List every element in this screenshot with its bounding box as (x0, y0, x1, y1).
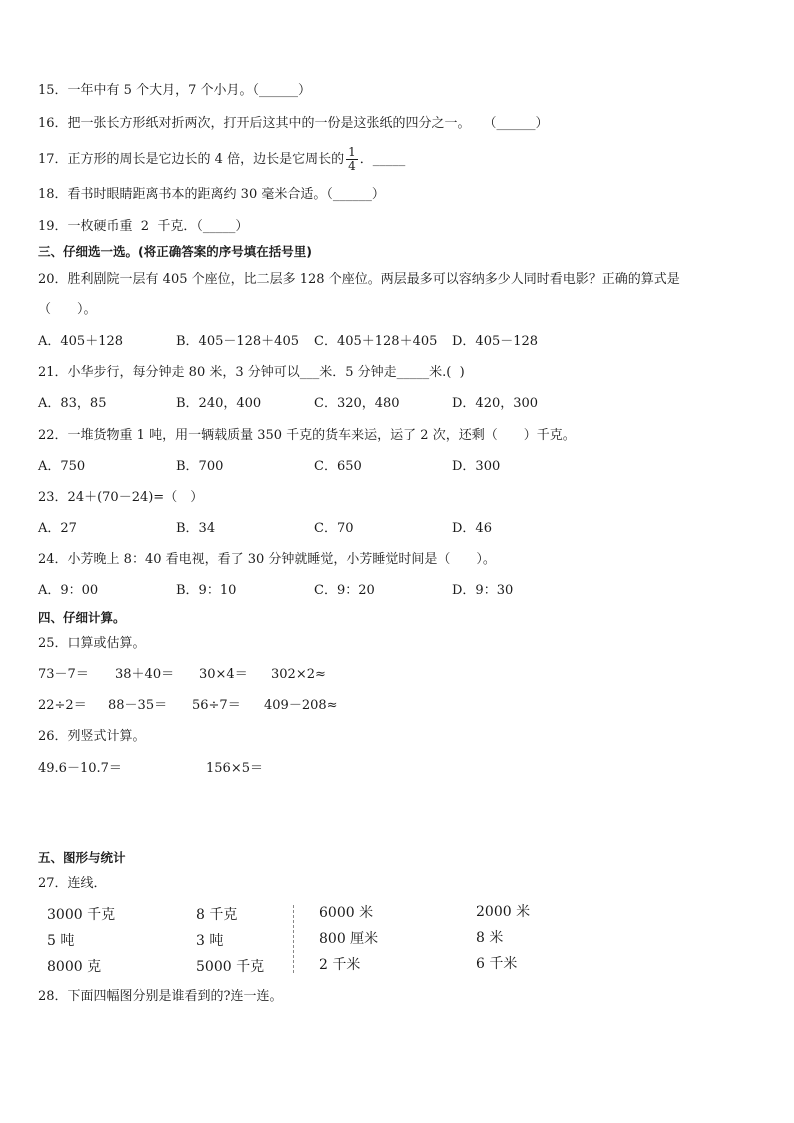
mental-calc-1: 73－7＝ (38, 667, 89, 682)
question-27: 27．连线． (38, 876, 107, 891)
fraction-numerator: 1 (348, 145, 356, 159)
question-17 (38, 146, 405, 173)
vertical-calc-1: 49.6－10.7＝ (38, 761, 122, 776)
q24-option-c: C．9：20 (314, 583, 375, 598)
q22-option-d: D．300 (452, 459, 501, 474)
question-22: 22．一堆货物重 1 吨，用一辆载质量 350 千克的货车来运，运了 2 次，还剩（ ）千克。 (38, 428, 576, 443)
mental-calc-7: 56÷7＝ (192, 698, 241, 713)
fraction-one-quarter (346, 146, 358, 173)
match-mid-left-3: 5000 千克 (196, 959, 265, 975)
match-right-3: 6 千米 (476, 956, 518, 972)
q22-option-b: B．700 (176, 459, 224, 474)
vertical-calc-2: 156×5＝ (206, 761, 263, 776)
question-20-line1: 20．胜利剧院一层有 405 个座位，比二层多 128 个座位。两层最多可以容纳多少人同时看电影？正确的算式是 (38, 272, 680, 287)
question-17-text: 17．正方形的周长是它边长的 4 倍，边长是它周长的 (38, 152, 345, 167)
question-15: 15．一年中有 5 个大月，7 个小月。（______） (38, 83, 311, 98)
mental-calc-3: 30×4＝ (199, 667, 248, 682)
q20-option-a: A．405＋128 (38, 334, 124, 349)
q22-option-a: A．750 (38, 459, 86, 474)
match-left-2: 5 吨 (47, 933, 75, 949)
question-26: 26．列竖式计算。 (38, 729, 146, 744)
q23-option-d: D．46 (452, 521, 492, 536)
q24-option-d: D．9：30 (452, 583, 514, 598)
match-left-1: 3000 千克 (47, 907, 116, 923)
match-left-3: 8000 克 (47, 959, 102, 975)
question-23: 23．24＋(70－24)=（ ） (38, 490, 204, 505)
mental-calc-2: 38＋40＝ (115, 667, 175, 682)
match-mid-left-1: 8 千克 (196, 907, 238, 923)
q21-option-d: D．420，300 (452, 396, 539, 411)
q23-option-a: A．27 (38, 521, 77, 536)
q21-option-b: B．240，400 (176, 396, 262, 411)
match-right-1: 2000 米 (476, 904, 531, 920)
mental-calc-8: 409－208≈ (264, 698, 338, 713)
question-18: 18．看书时眼睛距离书本的距离约 30 毫米合适。（______） (38, 187, 385, 202)
q23-option-c: C．70 (314, 521, 354, 536)
q21-option-a: A．83，85 (38, 396, 107, 411)
question-21: 21．小华步行，每分钟走 80 米，3 分钟可以___米．5 分钟走_____米.( ) (38, 365, 465, 380)
q24-option-b: B．9：10 (176, 583, 237, 598)
question-17-blank: ．_____ (359, 152, 406, 167)
q20-option-d: D．405－128 (452, 334, 539, 349)
section-5-title: 五、图形与统计 (38, 850, 126, 865)
question-28: 28．下面四幅图分别是谁看到的?连一连。 (38, 989, 283, 1004)
question-24: 24．小芳晚上 8：40 看电视，看了 30 分钟就睡觉，小芳睡觉时间是（ ）。 (38, 552, 496, 567)
match-mid-right-3: 2 千米 (319, 957, 361, 973)
mental-calc-5: 22÷2＝ (38, 698, 87, 713)
fraction-denominator: 4 (348, 159, 356, 173)
match-mid-left-2: 3 吨 (196, 933, 224, 949)
q23-option-b: B．34 (176, 521, 216, 536)
q24-option-a: A．9：00 (38, 583, 99, 598)
section-3-title: 三、仔细选一选。(将正确答案的序号填在括号里) (38, 244, 312, 259)
q22-option-c: C．650 (314, 459, 362, 474)
match-right-2: 8 米 (476, 930, 504, 946)
mental-calc-4: 302×2≈ (271, 667, 326, 682)
question-25: 25．口算或估算。 (38, 636, 146, 651)
section-4-title: 四、仔细计算。 (38, 610, 126, 625)
question-16: 16．把一张长方形纸对折两次，打开后这其中的一份是这张纸的四分之一。 （______） (38, 116, 549, 131)
match-divider (293, 905, 294, 973)
match-mid-right-1: 6000 米 (319, 905, 374, 921)
q20-option-b: B．405－128＋405 (176, 334, 299, 349)
q21-option-c: C．320，480 (314, 396, 400, 411)
q20-option-c: C．405＋128＋405 (314, 334, 438, 349)
mental-calc-6: 88－35＝ (108, 698, 168, 713)
question-20-line2: （ ）。 (38, 302, 97, 317)
match-mid-right-2: 800 厘米 (319, 931, 379, 947)
question-19: 19．一枚硬币重 2 千克．（_____） (38, 219, 249, 234)
